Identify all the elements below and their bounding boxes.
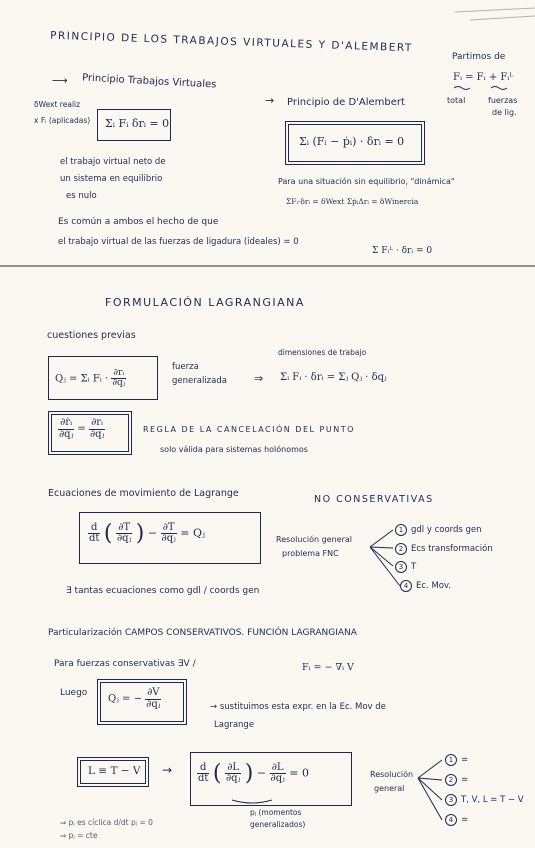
resolucion-label-1: Resolución general [276, 535, 353, 544]
lag-den1: ∂q̇ⱼ [117, 533, 132, 544]
lag2-num2: ∂L [270, 763, 286, 775]
left-desc-1: el trabajo virtual neto de [60, 157, 166, 167]
qj-cons-den: ∂qⱼ [146, 698, 161, 710]
ecuaciones-title: Ecuaciones de movimiento de Lagrange [48, 488, 239, 499]
wext-note: δWext realiz [34, 100, 81, 109]
dalembert-formula: Σᵢ (Fᵢ − ṗᵢ) · δrᵢ = 0 [299, 135, 405, 148]
section1-title: PRINCIPIO DE LOS TRABAJOS VIRTUALES Y D'ALEMBERT [49, 29, 413, 55]
cancel-rule-box: $\frac{\text{∂ṙᵢ}}{\text{∂q̇ⱼ}}$ = $\frac{\text{∂rᵢ}}{\text{∂qⱼ}}$ [51, 414, 129, 452]
resolucion2-2: general [374, 784, 405, 793]
regla-title: REGLA DE LA CANCELACIÓN DEL PUNTO [143, 425, 355, 434]
side-note-formula: Fᵢ = Fᵢ + Fᵢᴸ [453, 72, 514, 83]
resolucion-label-2: problema FNC [282, 549, 339, 558]
lag-d: d [88, 523, 100, 535]
lag-num1: ∂T [116, 523, 132, 535]
cancel-num-l: ∂ṙᵢ [58, 418, 74, 430]
generalized-force-box [48, 356, 158, 400]
common-formula: Σ Fᵢᴸ · δrᵢ = 0 [372, 246, 433, 256]
implies-icon: ⇒ [254, 372, 264, 385]
no-conservativas: NO CONSERVATIVAS [314, 494, 434, 505]
qj-sum: Σᵢ Fᵢ · [80, 373, 109, 385]
para-fuerzas: Para fuerzas conservativas ∃V / [54, 659, 196, 669]
cancel-num-r: ∂rᵢ [89, 418, 105, 430]
common-line-2: el trabajo virtual de las fuerzas de ligadura (ideales) = 0 [58, 237, 299, 247]
luego-label: Luego [60, 688, 88, 698]
lag-den2: ∂qⱼ [161, 533, 176, 544]
lag2-num1: ∂L [225, 763, 241, 775]
footnote-2: ⇒ pⱼ = cte [60, 831, 98, 840]
work-formula: Σᵢ Fᵢ · δrᵢ = Σⱼ Qⱼ · δqⱼ [280, 372, 387, 383]
dimensiones-label: dimensiones de trabajo [278, 348, 367, 357]
lagrangian-def-box [80, 760, 146, 784]
fuerza-label: fuerza [172, 362, 199, 372]
implies-arrow-icon: → [162, 763, 173, 777]
step2-2: 2 = [445, 774, 468, 786]
pj-label-2: generalizados) [250, 820, 306, 829]
lag2-den2: ∂qⱼ [270, 773, 285, 784]
step-3: 3 T [395, 561, 416, 573]
lag2-rhs: = 0 [289, 766, 309, 780]
step2-1: 1 = [445, 754, 468, 766]
step2-3: 3 T, V, L = T − V [445, 794, 524, 806]
qj-lhs: Qⱼ = [55, 373, 78, 385]
qj-den: ∂qⱼ [112, 378, 126, 389]
step2-4: 4 = [445, 814, 468, 826]
qj-num: ∂rᵢ [111, 369, 126, 379]
right-formulas: ΣFᵢ·δrᵢ = δWext ΣṗᵢΔrᵢ = δWinercia [286, 197, 419, 206]
section2-title: FORMULACIÓN LAGRANGIANA [105, 296, 305, 309]
qj-cons-num: ∂V [147, 687, 160, 698]
fi-gradient: Fᵢ = − ∇ᵢ V [302, 662, 354, 673]
lag-rhs: = Qⱼ [180, 526, 205, 540]
lag-num2: ∂T [161, 523, 177, 535]
side-note-total: total [447, 96, 466, 105]
principio-trabajos-label: Principio Trabajos Virtuales [81, 72, 217, 91]
principio-dalembert-label: Principio de D'Alembert [287, 97, 405, 108]
lag2-den1: ∂q̇ⱼ [226, 773, 241, 784]
particular-title: Particularización CAMPOS CONSERVATIVOS. FUNCIÓN LAGRANGIANA [48, 628, 357, 638]
lagrange-cons-box: $\frac{d}{dt}$ ( $\frac{\partial L}{\text{∂q̇ⱼ}}$ ) − $\frac{\partial L}{\text{∂qⱼ}}$ = 0 [190, 752, 352, 806]
side-note-fuerzas: fuerzas [488, 96, 518, 105]
conservative-qj-box [100, 682, 184, 722]
sustituimos-2: Lagrange [214, 720, 255, 730]
step-4: 4 Ec. Mov. [400, 580, 451, 592]
arrow-left-icon: ⟶ [52, 74, 68, 87]
cancel-den-r: ∂qⱼ [89, 428, 105, 440]
common-line-1: Es común a ambos el hecho de que [58, 217, 219, 227]
pj-label-1: pⱼ (momentos [250, 808, 302, 817]
virtual-work-box [97, 109, 171, 141]
resolucion2-1: Resolución [370, 770, 414, 779]
lagrangian-def: L ≡ T − V [88, 765, 141, 777]
right-desc: Para una situación sin equilibrio, "dinámica" [278, 177, 455, 186]
lagrange-eq-box: $\frac{d}{dt}$ ( $\frac{\partial T}{\text{∂q̇ⱼ}}$ ) − $\frac{\partial T}{\text{∂qⱼ}}$ = Qⱼ [79, 512, 261, 564]
step-2: 2 Ecs transformación [395, 543, 493, 555]
lag-dt: dt [89, 533, 100, 544]
qj-cons-lhs: Qⱼ = − [108, 693, 142, 705]
regla-note: solo válida para sistemas holónomos [160, 445, 308, 454]
virtual-work-formula: Σᵢ Fᵢ δrᵢ = 0 [105, 117, 170, 130]
footnote-1: ⇒ pⱼ es cíclica d/dt pⱼ = 0 [60, 818, 153, 827]
fi-note: x Fᵢ (aplicadas) [34, 116, 91, 125]
left-desc-2: un sistema en equilibrio [60, 174, 163, 184]
cuestiones-previas: cuestiones previas [47, 330, 136, 341]
side-note-lig: de lig. [492, 108, 517, 117]
sustituimos-1: → sustituimos esta expr. en la Ec. Mov de [210, 702, 386, 712]
generalizada-label: generalizada [172, 376, 227, 386]
cancel-den-l: ∂q̇ⱼ [59, 428, 74, 440]
arrow-right-icon: → [265, 94, 275, 107]
side-note-partimos: Partimos de [452, 52, 506, 62]
left-desc-3: es nulo [66, 191, 97, 201]
exists-note: ∃ tantas ecuaciones como gdl / coords gen [66, 586, 260, 596]
step-1: 1 gdl y coords gen [395, 524, 482, 536]
dalembert-box [288, 124, 422, 162]
